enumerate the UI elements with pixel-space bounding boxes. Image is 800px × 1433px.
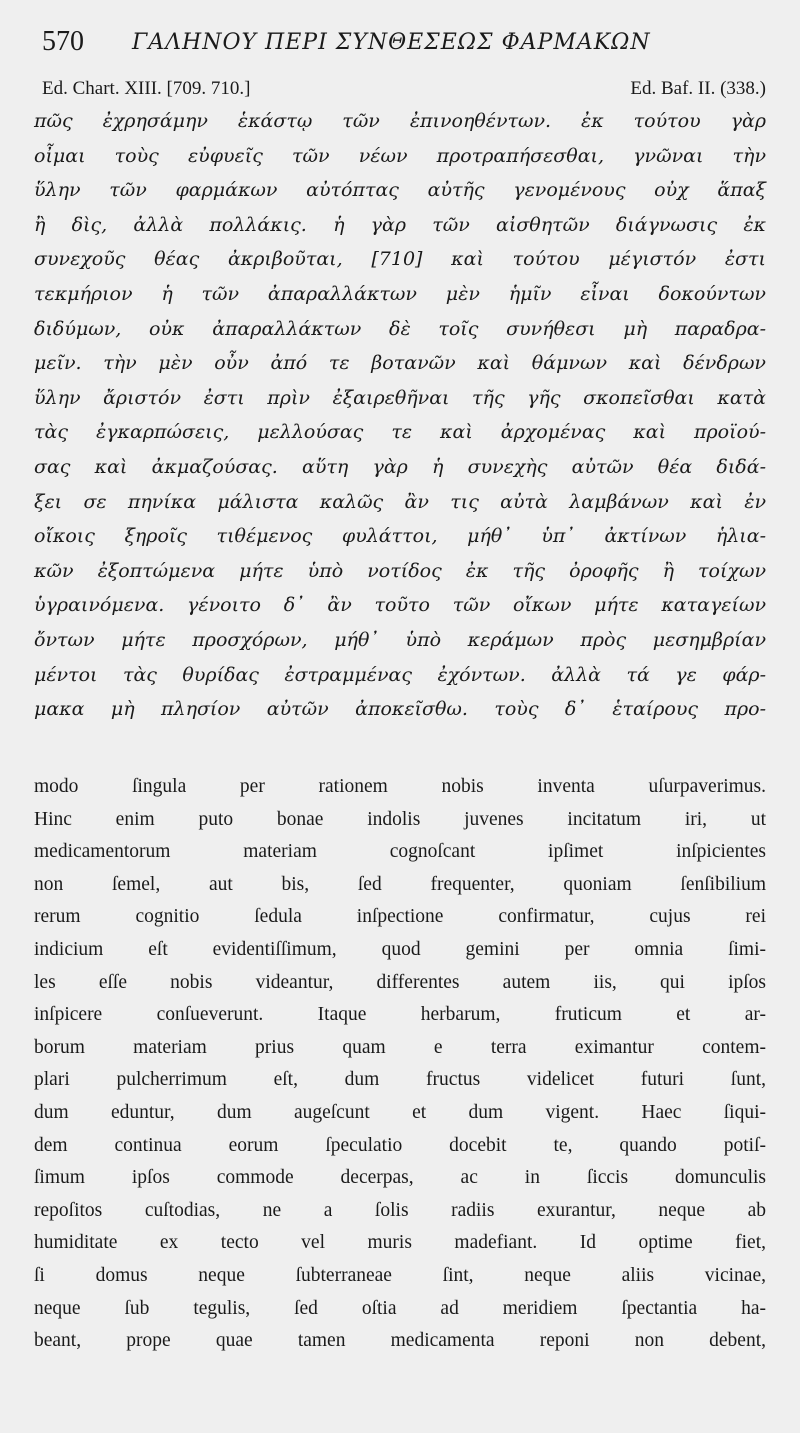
latin-text-line: modo ſingula per rationem nobis inventa uſurpaverimus. [34, 776, 766, 797]
latin-text-line: Hinc enim puto bonae indolis juvenes incitatum iri, ut [34, 808, 766, 830]
latin-text-line: dum eduntur, dum augeſcunt et dum vigent. Haec ſiqui- [34, 1101, 766, 1123]
greek-text-line: κῶν ἐξοπτώμενα μήτε ὑπὸ νοτίδος ἐκ τῆς ὀροφῆς ἢ τοίχων [34, 559, 766, 582]
greek-text-line: τεκμήριον ἡ τῶν ἀπαραλλάκτων μὲν ἡμῖν εἶναι δοκούντων [34, 282, 766, 305]
latin-text-line: inſpicere conſueverunt. Itaque herbarum, fruticum et ar- [34, 1004, 766, 1026]
latin-text-line: ſi domus neque ſubterraneae ſint, neque aliis vicinae, [34, 1264, 766, 1286]
running-title: ΓΑΛΗΝΟΥ ΠΕΡΙ ΣΥΝΘΕΣΕΩΣ ΦΑΡΜΑΚΩΝ [132, 30, 651, 55]
greek-text-line: οἶμαι τοὺς εὐφυεῖς τῶν νέων προτραπήσεσθαι, γνῶναι τὴν [34, 144, 766, 167]
greek-text-line: διδύμων, οὐκ ἀπαραλλάκτων δὲ τοῖς συνήθεσι μὴ παραδρα- [34, 317, 766, 340]
edition-reference-left: Ed. Chart. XIII. [709. 710.] [42, 78, 251, 99]
greek-text-line: μεῖν. τὴν μὲν οὖν ἀπό τε βοτανῶν καὶ θάμνων καὶ δένδρων [34, 352, 766, 375]
page-header [42, 26, 762, 66]
latin-text-line: borum materiam prius quam e terra eximantur contem- [34, 1036, 766, 1058]
latin-text-line: les eſſe nobis videantur, differentes autem iis, qui ipſos [34, 971, 766, 993]
latin-text-line: neque ſub tegulis, ſed oſtia ad meridiem ſpectantia ha- [34, 1297, 766, 1319]
greek-text-line: μακα μὴ πλησίον αὐτῶν ἀποκεῖσθω. τοὺς δ᾽ ἑταίρους προ- [34, 698, 766, 721]
edition-references [42, 78, 766, 104]
latin-text-line: plari pulcherrimum eſt, dum fructus videlicet futuri ſunt, [34, 1069, 766, 1091]
greek-text-line: ὕλην ἄριστόν ἐστι πρὶν ἐξαιρεθῆναι τῆς γῆς σκοπεῖσθαι κατὰ [34, 386, 766, 409]
greek-text-line: οἴκοις ξηροῖς τιθέμενος φυλάττοι, μήθ᾽ ὑπ᾽ ἀκτίνων ἡλια- [34, 525, 766, 548]
latin-text-block [34, 771, 766, 1358]
greek-text-block [34, 104, 766, 727]
greek-text-line: ἢ δὶς, ἀλλὰ πολλάκις. ἡ γὰρ τῶν αἰσθητῶν διάγνωσις ἐκ [34, 213, 766, 236]
latin-text-line: beant, prope quae tamen medicamenta reponi non debent, [34, 1330, 766, 1352]
greek-text-line: σας καὶ ἀκμαζούσας. αὕτη γὰρ ἡ συνεχὴς αὐτῶν θέα διδά- [34, 455, 766, 478]
greek-text-line: ὕλην τῶν φαρμάκων αὐτόπτας αὐτῆς γενομένους οὐχ ἅπαξ [34, 179, 766, 202]
greek-text-line: τὰς ἐγκαρπώσεις, μελλούσας τε καὶ ἀρχομένας καὶ προϊού- [34, 421, 766, 444]
greek-text-line: μέντοι τὰς θυρίδας ἐστραμμένας ἐχόντων. ἀλλὰ τά γε φάρ- [34, 663, 766, 686]
latin-text-line: humiditate ex tecto vel muris madefiant. Id optime fiet, [34, 1232, 766, 1254]
greek-text-line: πῶς ἐχρησάμην ἑκάστῳ τῶν ἐπινοηθέντων. ἐκ τούτου γὰρ [34, 110, 766, 132]
latin-text-line: dem continua eorum ſpeculatio docebit te, quando potiſ- [34, 1134, 766, 1156]
latin-text-line: non ſemel, aut bis, ſed frequenter, quoniam ſenſibilium [34, 873, 766, 895]
greek-text-line: ξει σε πηνίκα μάλιστα καλῶς ἂν τις αὐτὰ λαμβάνων καὶ ἐν [34, 490, 766, 513]
page-number: 570 [42, 26, 84, 57]
greek-text-line: ὑγραινόμενα. γένοιτο δ᾽ ἂν τοῦτο τῶν οἴκων μήτε καταγείων [34, 594, 766, 617]
greek-text-line: ὄντων μήτε προσχόρων, μήθ᾽ ὑπὸ κεράμων πρὸς μεσημβρίαν [34, 628, 766, 651]
latin-text-line: indicium eſt evidentiſſimum, quod gemini per omnia ſimi- [34, 938, 766, 960]
latin-text-line: medicamentorum materiam cognoſcant ipſimet inſpicientes [34, 841, 766, 863]
latin-text-line: ſimum ipſos commode decerpas, ac in ſiccis domunculis [34, 1167, 766, 1189]
latin-text-line: rerum cognitio ſedula inſpectione confirmatur, cujus rei [34, 906, 766, 928]
greek-text-line: συνεχοῦς θέας ἀκριβοῦται, [710] καὶ τούτου μέγιστόν ἐστι [34, 248, 766, 271]
edition-reference-right: Ed. Baf. II. (338.) [630, 78, 766, 99]
latin-text-line: repoſitos cuſtodias, ne a ſolis radiis exurantur, neque ab [34, 1199, 766, 1221]
